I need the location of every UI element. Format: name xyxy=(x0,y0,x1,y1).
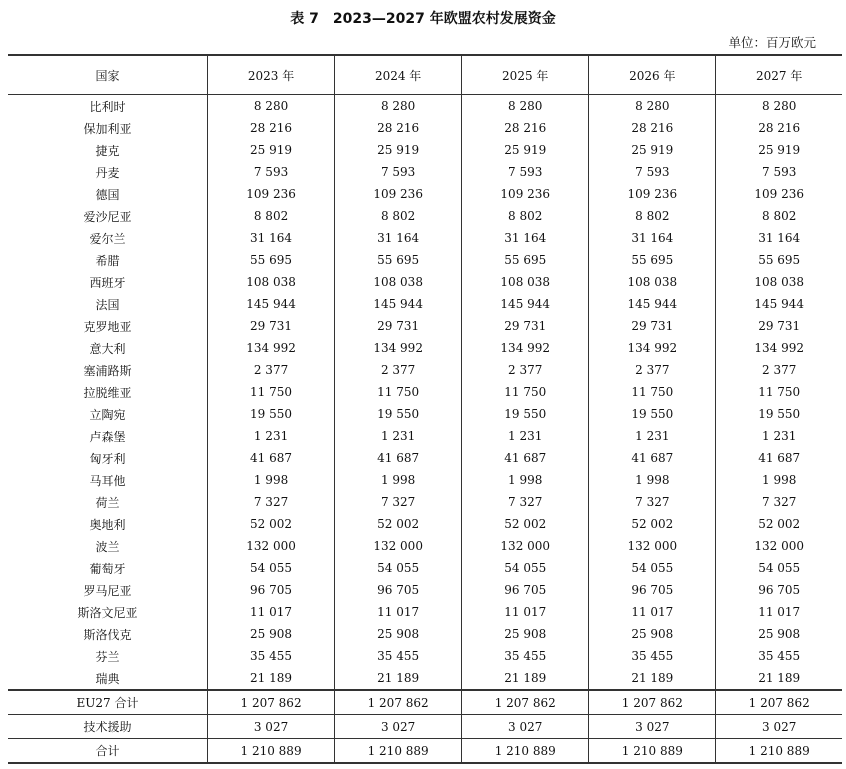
value-cell: 41 687 xyxy=(335,447,462,469)
table-row xyxy=(8,227,842,249)
value-cell: 31 164 xyxy=(335,227,462,249)
value-cell: 31 164 xyxy=(208,227,335,249)
value-cell: 3 027 xyxy=(335,715,462,739)
value-cell: 8 280 xyxy=(716,95,842,118)
value-cell: 8 802 xyxy=(208,205,335,227)
value-cell: 96 705 xyxy=(716,579,842,601)
value-cell: 7 327 xyxy=(335,491,462,513)
value-cell: 54 055 xyxy=(716,557,842,579)
table-row xyxy=(8,535,842,557)
value-cell: 25 919 xyxy=(208,139,335,161)
value-cell: 8 280 xyxy=(462,95,589,118)
table-row xyxy=(8,425,842,447)
value-cell: 1 231 xyxy=(589,425,716,447)
value-cell: 96 705 xyxy=(208,579,335,601)
row-label: 斯洛文尼亚 xyxy=(77,605,138,620)
value-cell: 35 455 xyxy=(208,645,335,667)
value-cell: 1 210 889 xyxy=(462,739,589,764)
row-label: 匈牙利 xyxy=(89,451,126,466)
row-label: 塞浦路斯 xyxy=(83,363,132,378)
value-cell: 28 216 xyxy=(335,117,462,139)
row-label: 瑞典 xyxy=(95,671,120,686)
value-cell: 145 944 xyxy=(589,293,716,315)
value-cell: 1 207 862 xyxy=(208,690,335,715)
value-cell: 35 455 xyxy=(589,645,716,667)
row-label: 奥地利 xyxy=(89,517,126,532)
value-cell: 1 231 xyxy=(716,425,842,447)
value-cell: 1 210 889 xyxy=(716,739,842,764)
value-cell: 134 992 xyxy=(462,337,589,359)
value-cell: 7 593 xyxy=(208,161,335,183)
value-cell: 132 000 xyxy=(716,535,842,557)
table-row xyxy=(8,315,842,337)
value-cell: 132 000 xyxy=(462,535,589,557)
value-cell: 29 731 xyxy=(589,315,716,337)
value-cell: 7 327 xyxy=(462,491,589,513)
row-label: 技术援助 xyxy=(8,715,208,739)
value-cell: 21 189 xyxy=(589,667,716,690)
value-cell: 19 550 xyxy=(462,403,589,425)
row-label: 意大利 xyxy=(89,341,126,356)
column-header-year: 2026 年 xyxy=(589,55,716,95)
value-cell: 41 687 xyxy=(462,447,589,469)
table-row xyxy=(8,469,842,491)
row-label: 芬兰 xyxy=(95,649,120,664)
value-cell: 11 017 xyxy=(462,601,589,623)
value-cell: 1 998 xyxy=(462,469,589,491)
value-cell: 132 000 xyxy=(589,535,716,557)
value-cell: 25 908 xyxy=(462,623,589,645)
value-cell: 7 593 xyxy=(335,161,462,183)
row-label: 德国 xyxy=(95,187,120,202)
value-cell: 25 919 xyxy=(716,139,842,161)
value-cell: 96 705 xyxy=(589,579,716,601)
value-cell: 134 992 xyxy=(589,337,716,359)
row-label: 卢森堡 xyxy=(89,429,126,444)
value-cell: 25 919 xyxy=(589,139,716,161)
value-cell: 31 164 xyxy=(462,227,589,249)
value-cell: 1 998 xyxy=(208,469,335,491)
row-label: EU27 合计 xyxy=(8,690,208,715)
value-cell: 54 055 xyxy=(335,557,462,579)
row-label: 立陶宛 xyxy=(89,407,126,422)
value-cell: 2 377 xyxy=(208,359,335,381)
value-cell: 55 695 xyxy=(335,249,462,271)
value-cell: 29 731 xyxy=(716,315,842,337)
table-row xyxy=(8,95,842,118)
value-cell: 21 189 xyxy=(462,667,589,690)
value-cell: 35 455 xyxy=(462,645,589,667)
value-cell: 132 000 xyxy=(335,535,462,557)
value-cell: 8 802 xyxy=(589,205,716,227)
column-header-year: 2025 年 xyxy=(462,55,589,95)
table-row xyxy=(8,513,842,535)
value-cell: 41 687 xyxy=(716,447,842,469)
value-cell: 2 377 xyxy=(589,359,716,381)
value-cell: 52 002 xyxy=(716,513,842,535)
value-cell: 109 236 xyxy=(335,183,462,205)
value-cell: 96 705 xyxy=(462,579,589,601)
value-cell: 2 377 xyxy=(716,359,842,381)
total-row xyxy=(8,739,842,764)
value-cell: 3 027 xyxy=(716,715,842,739)
table-row xyxy=(8,183,842,205)
value-cell: 11 750 xyxy=(462,381,589,403)
value-cell: 108 038 xyxy=(335,271,462,293)
value-cell: 1 207 862 xyxy=(335,690,462,715)
value-cell: 55 695 xyxy=(208,249,335,271)
value-cell: 11 750 xyxy=(335,381,462,403)
value-cell: 28 216 xyxy=(716,117,842,139)
value-cell: 1 998 xyxy=(716,469,842,491)
table-row xyxy=(8,359,842,381)
value-cell: 109 236 xyxy=(589,183,716,205)
value-cell: 108 038 xyxy=(716,271,842,293)
row-label: 波兰 xyxy=(95,539,120,554)
value-cell: 109 236 xyxy=(208,183,335,205)
row-label: 斯洛伐克 xyxy=(83,627,132,642)
value-cell: 2 377 xyxy=(462,359,589,381)
value-cell: 108 038 xyxy=(589,271,716,293)
row-label: 葡萄牙 xyxy=(89,561,126,576)
value-cell: 3 027 xyxy=(208,715,335,739)
value-cell: 28 216 xyxy=(208,117,335,139)
table-title: 表 7 2023—2027 年欧盟农村发展资金 xyxy=(290,11,556,27)
unit-label: 单位：百万欧元 xyxy=(728,35,816,50)
table-row xyxy=(8,337,842,359)
funding-table xyxy=(8,54,842,764)
value-cell: 21 189 xyxy=(335,667,462,690)
value-cell: 3 027 xyxy=(462,715,589,739)
value-cell: 8 280 xyxy=(208,95,335,118)
value-cell: 19 550 xyxy=(208,403,335,425)
value-cell: 25 919 xyxy=(462,139,589,161)
value-cell: 1 231 xyxy=(462,425,589,447)
value-cell: 1 210 889 xyxy=(208,739,335,764)
table-row xyxy=(8,491,842,513)
value-cell: 28 216 xyxy=(462,117,589,139)
value-cell: 29 731 xyxy=(208,315,335,337)
value-cell: 108 038 xyxy=(462,271,589,293)
column-header-year: 2024 年 xyxy=(335,55,462,95)
value-cell: 19 550 xyxy=(716,403,842,425)
row-label: 克罗地亚 xyxy=(83,319,132,334)
value-cell: 8 280 xyxy=(589,95,716,118)
value-cell: 1 207 862 xyxy=(462,690,589,715)
value-cell: 55 695 xyxy=(589,249,716,271)
table-row xyxy=(8,645,842,667)
value-cell: 132 000 xyxy=(208,535,335,557)
table-row xyxy=(8,161,842,183)
row-label: 荷兰 xyxy=(95,495,120,510)
value-cell: 2 377 xyxy=(335,359,462,381)
table-row xyxy=(8,579,842,601)
value-cell: 7 593 xyxy=(716,161,842,183)
value-cell: 3 027 xyxy=(589,715,716,739)
value-cell: 8 802 xyxy=(335,205,462,227)
value-cell: 25 908 xyxy=(335,623,462,645)
value-cell: 7 327 xyxy=(589,491,716,513)
value-cell: 52 002 xyxy=(335,513,462,535)
table-header-row xyxy=(8,55,842,95)
value-cell: 1 207 862 xyxy=(716,690,842,715)
value-cell: 52 002 xyxy=(589,513,716,535)
value-cell: 19 550 xyxy=(589,403,716,425)
value-cell: 35 455 xyxy=(335,645,462,667)
value-cell: 134 992 xyxy=(335,337,462,359)
value-cell: 21 189 xyxy=(208,667,335,690)
table-row xyxy=(8,249,842,271)
value-cell: 21 189 xyxy=(716,667,842,690)
value-cell: 52 002 xyxy=(208,513,335,535)
value-cell: 1 998 xyxy=(589,469,716,491)
value-cell: 8 802 xyxy=(716,205,842,227)
value-cell: 28 216 xyxy=(589,117,716,139)
value-cell: 145 944 xyxy=(335,293,462,315)
value-cell: 134 992 xyxy=(716,337,842,359)
table-row xyxy=(8,117,842,139)
value-cell: 11 017 xyxy=(716,601,842,623)
value-cell: 11 750 xyxy=(208,381,335,403)
value-cell: 52 002 xyxy=(462,513,589,535)
table-row xyxy=(8,403,842,425)
value-cell: 1 231 xyxy=(208,425,335,447)
value-cell: 29 731 xyxy=(335,315,462,337)
table-row xyxy=(8,447,842,469)
value-cell: 25 908 xyxy=(716,623,842,645)
value-cell: 1 998 xyxy=(335,469,462,491)
table-row xyxy=(8,271,842,293)
value-cell: 1 210 889 xyxy=(335,739,462,764)
table-row xyxy=(8,139,842,161)
value-cell: 54 055 xyxy=(589,557,716,579)
value-cell: 11 017 xyxy=(335,601,462,623)
table-row xyxy=(8,623,842,645)
value-cell: 145 944 xyxy=(208,293,335,315)
value-cell: 11 017 xyxy=(208,601,335,623)
value-cell: 29 731 xyxy=(462,315,589,337)
total-row xyxy=(8,715,842,739)
row-label: 捷克 xyxy=(95,143,120,158)
value-cell: 31 164 xyxy=(589,227,716,249)
value-cell: 108 038 xyxy=(208,271,335,293)
row-label: 拉脱维亚 xyxy=(83,385,132,400)
row-label: 合计 xyxy=(8,739,208,764)
value-cell: 8 280 xyxy=(335,95,462,118)
table-row xyxy=(8,381,842,403)
value-cell: 145 944 xyxy=(462,293,589,315)
value-cell: 1 207 862 xyxy=(589,690,716,715)
row-label: 罗马尼亚 xyxy=(83,583,132,598)
value-cell: 96 705 xyxy=(335,579,462,601)
value-cell: 7 327 xyxy=(208,491,335,513)
table-row xyxy=(8,601,842,623)
value-cell: 55 695 xyxy=(462,249,589,271)
table-row xyxy=(8,293,842,315)
value-cell: 25 919 xyxy=(335,139,462,161)
value-cell: 25 908 xyxy=(208,623,335,645)
value-cell: 35 455 xyxy=(716,645,842,667)
value-cell: 109 236 xyxy=(462,183,589,205)
value-cell: 41 687 xyxy=(208,447,335,469)
table-row xyxy=(8,205,842,227)
row-label: 保加利亚 xyxy=(83,121,132,136)
value-cell: 19 550 xyxy=(335,403,462,425)
value-cell: 1 210 889 xyxy=(589,739,716,764)
value-cell: 54 055 xyxy=(462,557,589,579)
value-cell: 11 017 xyxy=(589,601,716,623)
value-cell: 7 593 xyxy=(589,161,716,183)
value-cell: 7 327 xyxy=(716,491,842,513)
row-label: 西班牙 xyxy=(89,275,126,290)
value-cell: 11 750 xyxy=(589,381,716,403)
row-label: 法国 xyxy=(95,297,120,312)
value-cell: 109 236 xyxy=(716,183,842,205)
value-cell: 145 944 xyxy=(716,293,842,315)
table-row xyxy=(8,667,842,690)
row-label: 爱尔兰 xyxy=(89,231,126,246)
value-cell: 55 695 xyxy=(716,249,842,271)
value-cell: 41 687 xyxy=(589,447,716,469)
value-cell: 7 593 xyxy=(462,161,589,183)
table-row xyxy=(8,557,842,579)
row-label: 爱沙尼亚 xyxy=(83,209,132,224)
value-cell: 134 992 xyxy=(208,337,335,359)
total-row xyxy=(8,690,842,715)
value-cell: 8 802 xyxy=(462,205,589,227)
value-cell: 25 908 xyxy=(589,623,716,645)
row-label: 马耳他 xyxy=(89,473,126,488)
column-header-year: 2027 年 xyxy=(716,55,842,95)
row-label: 希腊 xyxy=(95,253,120,268)
row-label: 丹麦 xyxy=(95,165,120,180)
value-cell: 31 164 xyxy=(716,227,842,249)
column-header-year: 2023 年 xyxy=(208,55,335,95)
value-cell: 1 231 xyxy=(335,425,462,447)
column-header-country: 国家 xyxy=(8,55,208,95)
row-label: 比利时 xyxy=(89,99,126,114)
value-cell: 11 750 xyxy=(716,381,842,403)
value-cell: 54 055 xyxy=(208,557,335,579)
